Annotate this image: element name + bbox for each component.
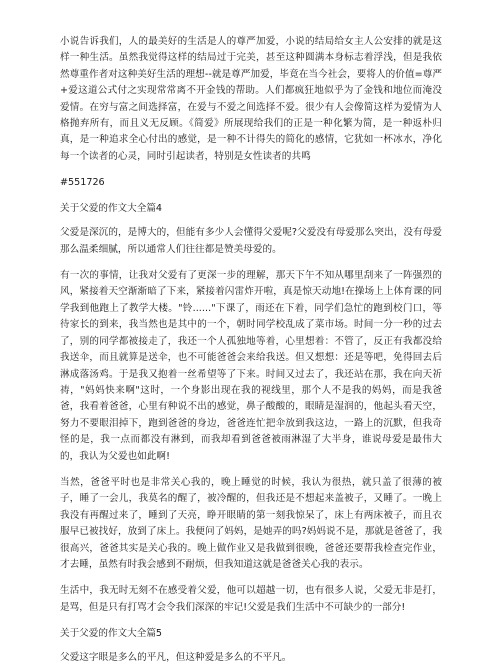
- body-paragraph: 小说告诉我们，人的最美好的生活是人的尊严加爱，小说的结局给女主人公安排的就是这样一种生活。虽然我觉得这样的结局过于完美，甚至这种圆满本身标志着浮浅，但是我依然尊重作者对这种美好生活的理想--就是尊严加爱，毕竟在当今社会，要将人的价值=尊严+爱这道公式付之实现常常离不开金钱的帮助。人们都疯狂地似乎为了金钱和地位而淹没爱情。在穷与富之间选择富，在爱与不爱之间选择不爱。很少有人会像简这样为爱情为人格抛弃所有，而且义无反顾。《简爱》所展现给我们的正是一种化繁为简，是一种返朴归真，是一种追求全心付出的感觉，是一种不计得失的简化的感情，它犹如一杯冰水，净化每一个读者的心灵，同时引起读者，特别是女性读者的共鸣: [60, 36, 442, 162]
- body-paragraph: 生活中，我无时无刻不在感受着父爱，他可以超越一切，也有很多人说，父爱无非是打，是骂，但是只有打骂才会令我们深深的牢记!父爱是我们生活中不可缺少的一部分!: [60, 585, 442, 613]
- body-paragraph: 父爱是深沉的，是博大的，但能有多少人会懂得父爱呢?父爱没有母爱那么突出，没有母爱那么温柔细腻，所以通常人们往往都是赞美母爱的。: [60, 227, 442, 255]
- body-paragraph: 当然，爸爸平时也是非常关心我的，晚上睡觉的时候，我认为很热，就只盖了很薄的被子，睡了一会儿，我莫名的醒了，被冷醒的，但我还是不想起来盖被子，又睡了。一晚上我没有再醒过来了，睡到了天亮，睁开眼睛的第一刻我惊呆了，床上有两床被子，而且衣服早已被找好，放到了床上。我便问了妈妈，是她弄的吗?妈妈说不是，那就是爸爸了，我很高兴，爸爸其实是关心我的。晚上做作业又是我做到很晚，爸爸还要帮我检查完作业，才去睡，虽然有时我会感到不耐烦，但我知道这就是爸爸关心我的表示。: [60, 476, 442, 570]
- section-heading: 关于父爱的作文大全篇5: [60, 628, 163, 640]
- document-id: #551726: [60, 177, 105, 189]
- body-paragraph: 父爱这字眼是多么的平凡，但这种爱是多么的不平凡。: [60, 652, 292, 664]
- body-paragraph: 有一次的事情，让我对父爱有了更深一步的理解，那天下午不知从哪里刮来了一阵强烈的风，紧接着天空渐渐暗了下来，紧接着闪雷炸开啦，真是惊天动地!在操场上上体育课的同学我到他跑上了教学大楼。"铃......"下课了，雨还在下着，同学们急忙的跑到校门口，等待家长的到来，我当然也是其中的一个，朝时同学校乱成了菜市场。时间一分一秒的过去了，别的同学都被接走了，我还一个人孤独地等着，心里想着：不管了，反正有我都没给我送伞，而且就算是送伞，也不可能爸爸会来给我送。但又想想：还是等吧，免得回去后淋成落汤鸡。于是我又抱着一丝希望等了下来。时间又过去了，我还站在那，我在向天祈祷，"妈妈快来啊"这时，一个身影出现在我的视线里，那个人不是我的妈妈，而是我爸爸，我看着爸爸，心里有种说不出的感觉，鼻子酸酸的，眼睛是湿润的，他起头看天空，努力不要眼泪掉下，跑到爸爸的身边，爸爸连忙把伞放到我这边，一路上的沉默，但我奇怪的是，我一点而都没有淋到，而我却看到爸爸被雨淋湿了大半身，谁说母爱是最伟大的，我认为父爱也如此啊!: [60, 270, 442, 462]
- section-heading: 关于父爱的作文大全篇4: [60, 203, 163, 215]
